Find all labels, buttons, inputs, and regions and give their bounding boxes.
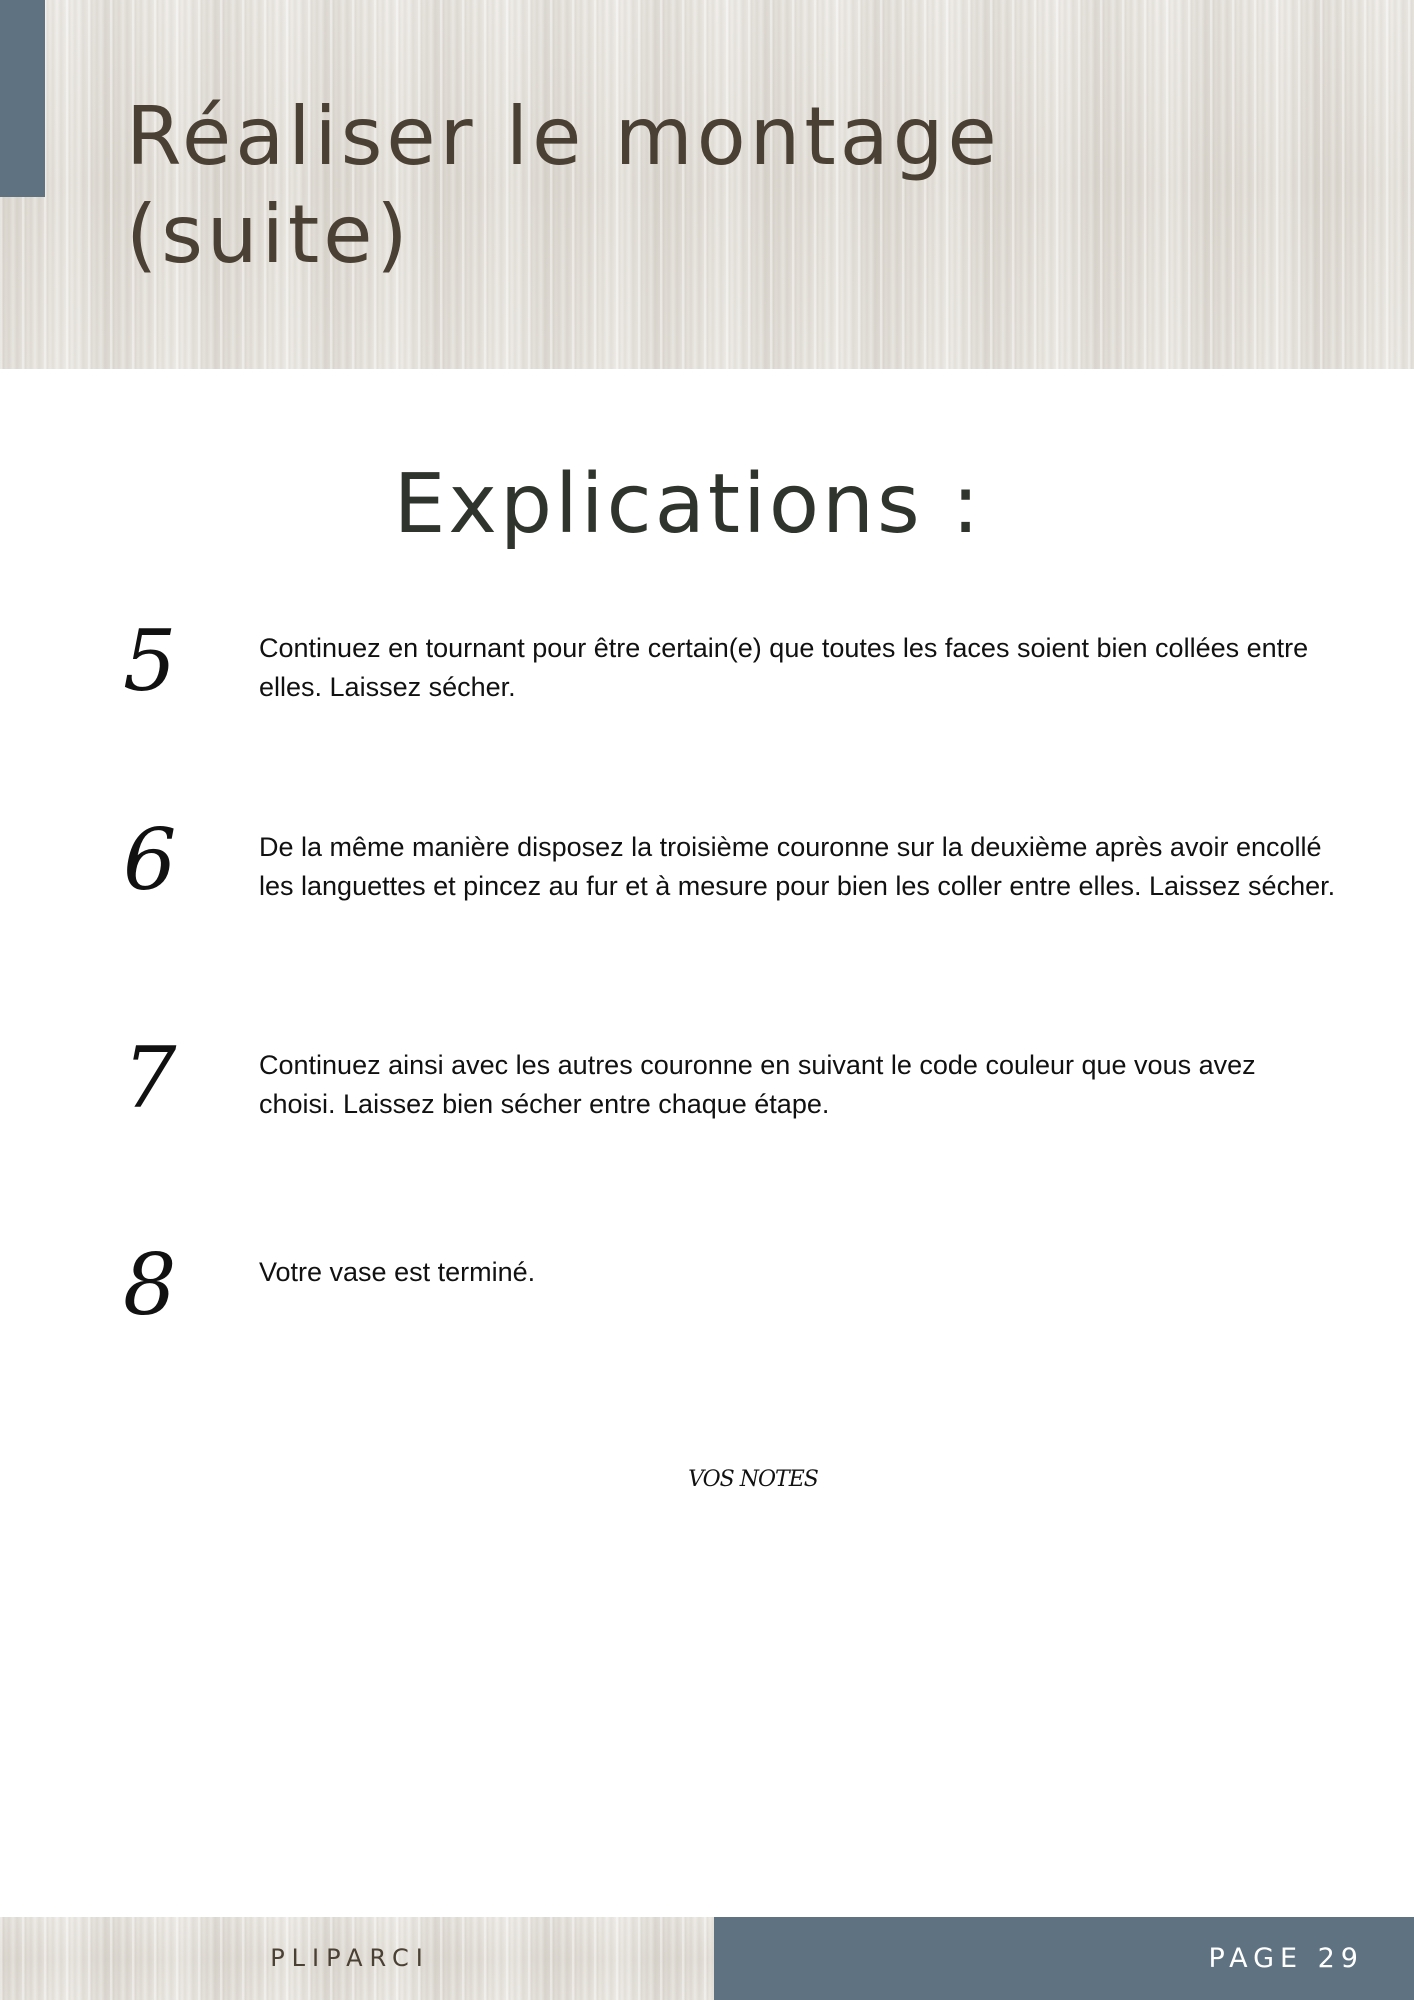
accent-bar xyxy=(0,0,45,197)
footer-left-panel xyxy=(0,1917,714,2000)
page-number: PAGE 29 xyxy=(1208,1943,1364,1974)
step-text: De la même manière disposez la troisième couronne sur la deuxième après avoir encollé les languettes et pincez au fur et à mesure pour bien les coller entre elles. Laissez sécher. xyxy=(259,832,1336,901)
footer-brand: PLIPARCI xyxy=(270,1944,430,1972)
step-text: Continuez ainsi avec les autres couronne en suivant le code couleur que vous avez choisi. Laissez bien sécher entre chaque étape. xyxy=(259,1050,1256,1119)
page-title xyxy=(126,88,1276,284)
step-number: 8 xyxy=(123,1236,177,1334)
footer xyxy=(0,1917,1414,2000)
step-number: 5 xyxy=(123,612,177,710)
step-text: Continuez en tournant pour être certain(e) que toutes les faces soient bien collées entre elles. Laissez sécher. xyxy=(259,633,1309,702)
step-number: 6 xyxy=(123,811,177,909)
header-banner xyxy=(0,0,1414,369)
page-title-line-1: Réaliser le montage xyxy=(126,90,1001,183)
notes-label: VOS NOTES xyxy=(688,1467,818,1492)
footer-right-panel xyxy=(714,1917,1414,2000)
step-number: 7 xyxy=(123,1029,177,1127)
section-heading: Explications : xyxy=(393,457,983,552)
page-title-line-2: (suite) xyxy=(126,188,412,281)
content-panel xyxy=(3,369,1414,1917)
step-text: Votre vase est terminé. xyxy=(259,1257,536,1287)
